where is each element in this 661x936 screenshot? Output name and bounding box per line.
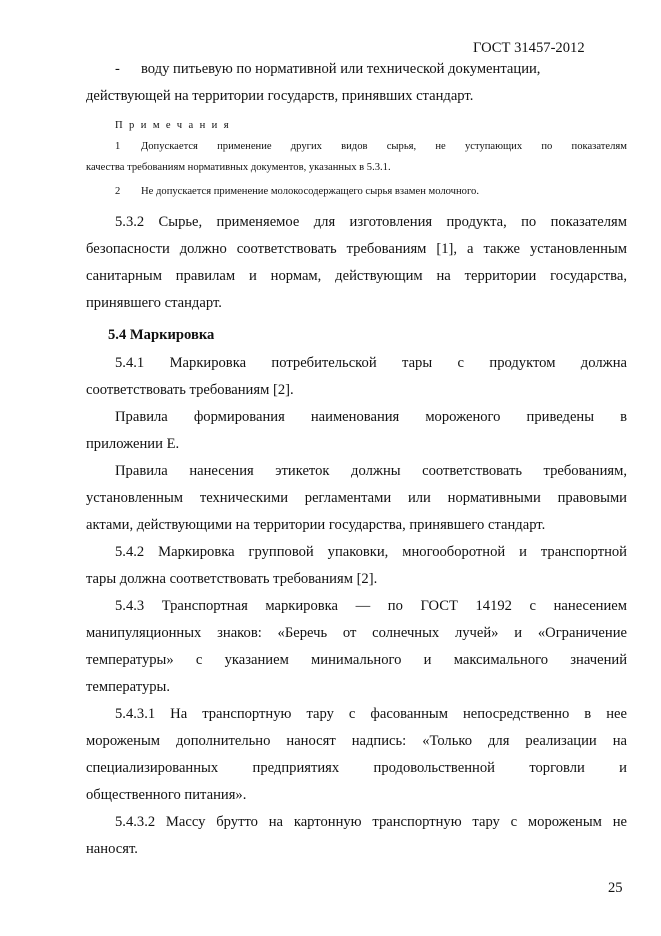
note-1-line-1: Допускается применение других видов сырья, не уступающих по показателям: [141, 141, 627, 152]
note-1-line-2: качества требованиям нормативных документов, указанных в 5.3.1.: [86, 162, 391, 173]
list-bullet: -: [115, 61, 120, 77]
para-5-4-3-line-3: температуры» с указанием минимального и максимального значений: [86, 652, 627, 668]
para-5-4-3-1-line-4: общественного питания».: [86, 787, 247, 803]
intro-line-2: действующей на территории государств, принявших стандарт.: [86, 88, 474, 104]
notes-heading: Примечания: [115, 120, 235, 131]
para-5-4-3-1-line-1: 5.4.3.1 На транспортную тару с фасованным непосредственно в нее: [115, 706, 627, 722]
para-5-4-3-line-4: температуры.: [86, 679, 171, 695]
para-5-4-3-2-line-1: 5.4.3.2 Массу брутто на картонную транспортную тару с мороженым не: [115, 814, 627, 830]
para-rules-labels-line-1: Правила нанесения этикеток должны соответствовать требованиям,: [115, 463, 627, 479]
note-2-number: 2: [115, 186, 121, 197]
para-rules-labels-line-2: установленным техническими регламентами или нормативными правовыми: [86, 490, 627, 506]
para-5-4-2-line-2: тары должна соответствовать требованиям [2].: [86, 571, 378, 587]
para-5-4-3-line-2: манипуляционных знаков: «Беречь от солнечных лучей» и «Ограничение: [86, 625, 627, 641]
para-5-4-3-1-line-2: мороженым дополнительно наносят надпись: «Только для реализации на: [86, 733, 627, 749]
para-5-4-3-line-1: 5.4.3 Транспортная маркировка — по ГОСТ 14192 с нанесением: [115, 598, 627, 614]
note-1-number: 1: [115, 141, 121, 152]
para-5-3-2-line-2: безопасности должно соответствовать требованиям [1], а также установленным: [86, 241, 627, 257]
document-header: ГОСТ 31457-2012: [473, 40, 585, 56]
para-rules-labels-line-3: актами, действующими на территории государства, принявшего стандарт.: [86, 517, 546, 533]
section-heading: 5.4 Маркировка: [108, 327, 215, 343]
para-5-3-2-line-3: санитарным правилам и нормам, действующим на территории государства,: [86, 268, 627, 284]
para-rules-name-line-2: приложении Е.: [86, 436, 180, 452]
para-5-4-1-line-1: 5.4.1 Маркировка потребительской тары с продуктом должна: [115, 355, 627, 371]
para-5-4-3-2-line-2: наносят.: [86, 841, 138, 857]
para-5-3-2-line-1: 5.3.2 Сырье, применяемое для изготовления продукта, по показателям: [115, 214, 627, 230]
para-5-4-1-line-2: соответствовать требованиям [2].: [86, 382, 294, 398]
para-5-3-2-line-4: принявшего стандарт.: [86, 295, 222, 311]
page-number: 25: [608, 880, 623, 896]
note-2-text: Не допускается применение молокосодержащего сырья взамен молочного.: [141, 186, 480, 197]
intro-line-1: воду питьевую по нормативной или технической документации,: [141, 61, 541, 77]
para-5-4-2-line-1: 5.4.2 Маркировка групповой упаковки, многооборотной и транспортной: [115, 544, 627, 560]
para-5-4-3-1-line-3: специализированных предприятиях продовольственной торговли и: [86, 760, 627, 776]
para-rules-name-line-1: Правила формирования наименования мороженого приведены в: [115, 409, 627, 425]
